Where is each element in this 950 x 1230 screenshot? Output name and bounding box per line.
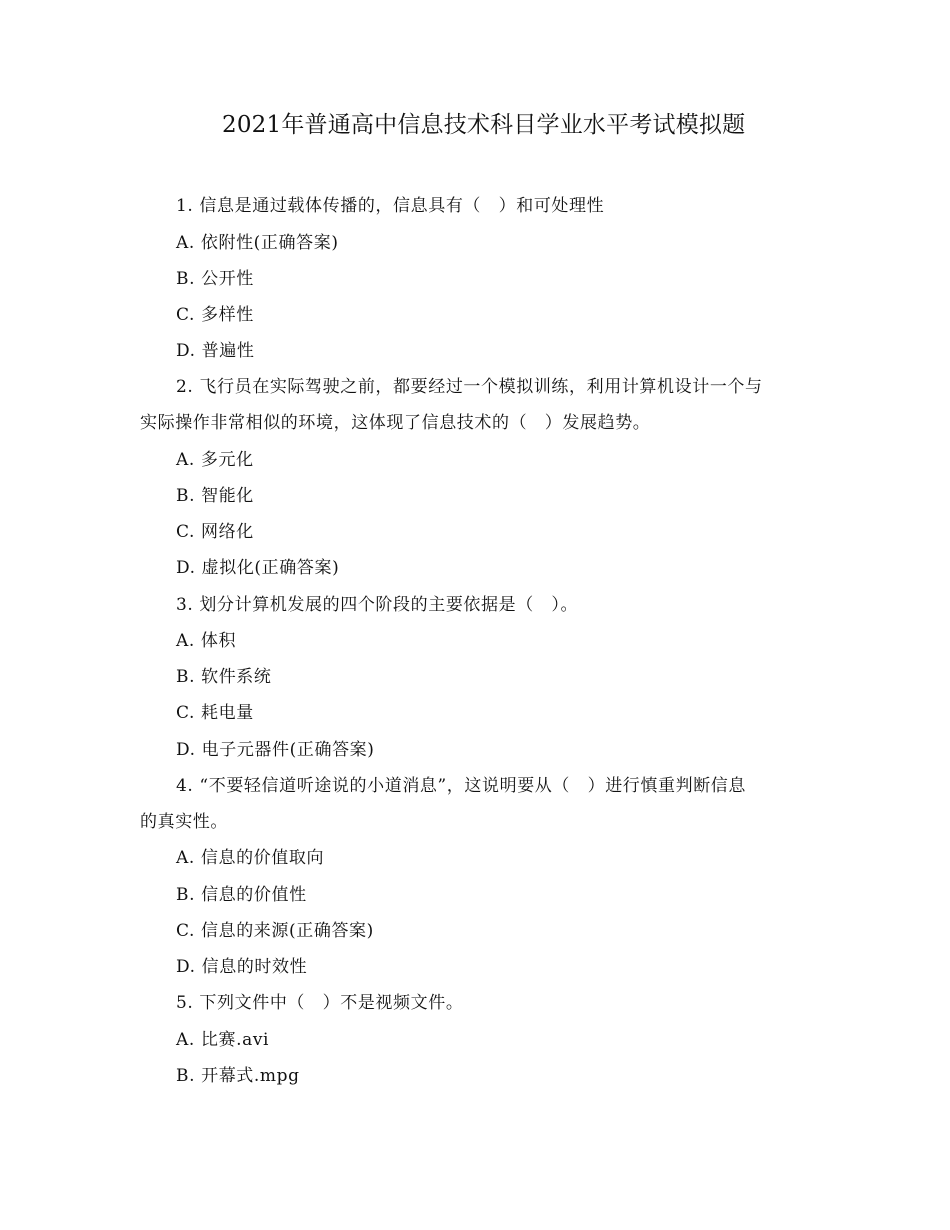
question-1-stem: 1. 信息是通过载体传播的，信息具有（ ）和可处理性 [176, 196, 605, 216]
question-4-stem: 4. “不要轻信道听途说的小道消息”，这说明要从（ ）进行慎重判断信息 [176, 776, 747, 796]
question-1-option-b: B. 公开性 [176, 269, 254, 289]
question-5-option-a: A. 比赛.avi [176, 1030, 270, 1050]
question-2-option-c: C. 网络化 [176, 522, 254, 542]
question-5-option-b: B. 开幕式.mpg [176, 1066, 300, 1086]
question-2-stem-continued: 实际操作非常相似的环境，这体现了信息技术的（ ）发展趋势。 [140, 413, 651, 433]
question-4-option-b: B. 信息的价值性 [176, 885, 307, 905]
question-1-option-d: D. 普遍性 [176, 341, 255, 361]
question-4-option-d: D. 信息的时效性 [176, 957, 308, 977]
question-2-stem: 2. 飞行员在实际驾驶之前，都要经过一个模拟训练，利用计算机设计一个与 [176, 377, 763, 397]
question-4-option-c: C. 信息的来源(正确答案) [176, 921, 374, 941]
question-5-stem: 5. 下列文件中（ ）不是视频文件。 [176, 993, 464, 1013]
question-2-option-d: D. 虚拟化(正确答案) [176, 558, 340, 578]
document-title: 2021年普通高中信息技术科目学业水平考试模拟题 [222, 112, 746, 138]
question-3-stem: 3. 划分计算机发展的四个阶段的主要依据是（ ）。 [176, 595, 579, 615]
question-1-option-c: C. 多样性 [176, 305, 254, 325]
question-3-option-a: A. 体积 [176, 631, 237, 651]
question-1-option-a: A. 依附性(正确答案) [176, 233, 339, 253]
question-4-option-a: A. 信息的价值取向 [176, 848, 325, 868]
question-2-option-a: A. 多元化 [176, 450, 254, 470]
question-3-option-d: D. 电子元器件(正确答案) [176, 740, 375, 760]
question-2-option-b: B. 智能化 [176, 486, 254, 506]
question-3-option-c: C. 耗电量 [176, 703, 254, 723]
question-4-stem-continued: 的真实性。 [140, 812, 228, 832]
question-3-option-b: B. 软件系统 [176, 667, 272, 687]
